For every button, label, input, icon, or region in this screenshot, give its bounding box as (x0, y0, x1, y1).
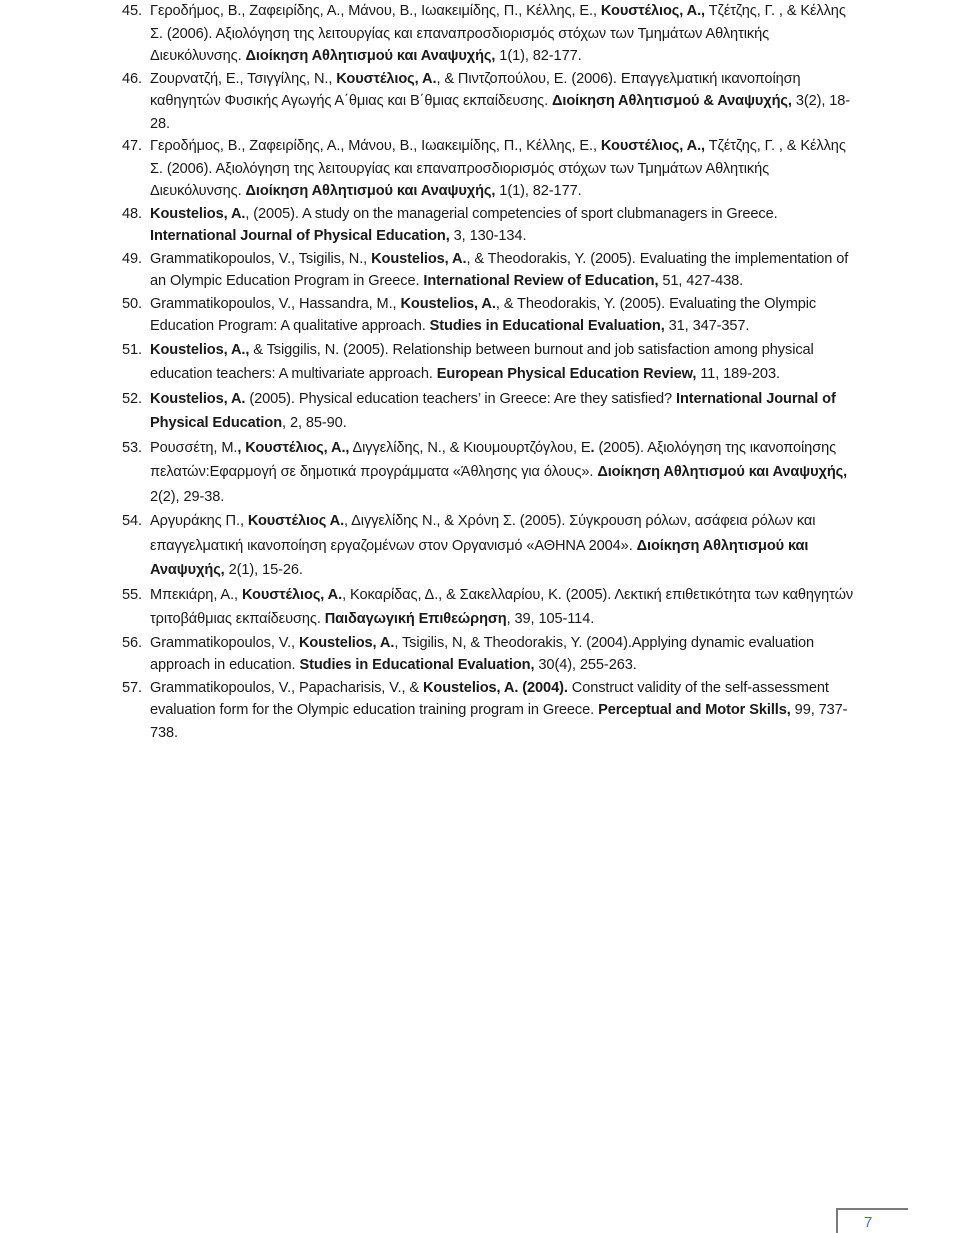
reference-bold-segment: Koustelios, A. (2004). (422, 679, 568, 696)
reference-bold-segment: Κουστέλιος, Α., (600, 138, 705, 154)
reference-segment: Διγγελίδης, Ν., & Κιουμουρτζόγλου, Ε (349, 439, 591, 456)
reference-segment: , 2, 85-90. (282, 415, 347, 431)
reference-bold-segment: International Journal of Physical Education, (150, 228, 450, 244)
reference-segment: 1(1), 82-177. (495, 183, 582, 199)
reference-number: 55. (122, 586, 142, 603)
reference-bold-segment: International Journal of Physical Education (150, 390, 836, 431)
reference-text (150, 296, 816, 335)
reference-segment: 3(2), 18-28. (150, 93, 851, 132)
reference-item (122, 436, 862, 510)
reference-list (122, 0, 862, 744)
reference-segment: 11, 189-203. (696, 366, 780, 382)
reference-text (150, 3, 846, 64)
reference-segment: Grammatikopoulos, V., Papacharisis, V., & (150, 679, 423, 696)
reference-number: 56. (122, 634, 142, 651)
reference-number: 54. (122, 513, 142, 529)
reference-segment: Grammatikopoulos, V., (150, 634, 299, 651)
reference-segment: Ρουσσέτη, Μ. (150, 439, 238, 456)
reference-bold-segment: Διοίκηση Αθλητισμού και Αναψυχής, (245, 183, 496, 199)
reference-item (122, 68, 862, 136)
reference-segment: Grammatikopoulos, V., Hassandra, M., (150, 295, 401, 312)
reference-number: 48. (122, 205, 142, 222)
reference-item (122, 509, 862, 583)
reference-text (150, 635, 814, 674)
reference-item (122, 0, 862, 68)
reference-number: 50. (122, 295, 142, 312)
reference-segment: Αργυράκης Π., (150, 513, 248, 529)
reference-number: 57. (122, 679, 142, 696)
reference-number: 46. (122, 70, 142, 87)
reference-segment: 99, 737-738. (150, 702, 848, 741)
reference-text (150, 71, 850, 132)
reference-segment: Grammatikopoulos, V., Tsigilis, N., (150, 250, 372, 267)
reference-segment: Μπεκιάρη, Α., (150, 586, 242, 603)
reference-segment: Γεροδήμος, Β., Ζαφειρίδης, Α., Μάνου, Β., Ιωακειμίδης, Π., Κέλλης, Ε., (150, 138, 601, 154)
reference-item (122, 248, 862, 293)
reference-segment: , (2005). A study on the managerial competencies of sport clubmanagers in Greece. (245, 205, 778, 222)
reference-segment: Γεροδήμος, Β., Ζαφειρίδης, Α., Μάνου, Β., Ιωακειμίδης, Π., Κέλλης, Ε., (150, 3, 601, 19)
reference-bold-segment: Perceptual and Motor Skills, (598, 702, 791, 718)
reference-segment: (2005). Αξιολόγηση της ικανοποίησης πελατών:Εφαρμογή σε δημοτικά προγράμματα «Άθλησης για όλους». (150, 439, 837, 480)
reference-bold-segment: Studies in Educational Evaluation, (299, 657, 535, 673)
reference-segment: Construct validity of the self-assessment evaluation form for the Olympic education training program in Greece. (150, 679, 829, 718)
reference-number: 52. (122, 390, 142, 407)
reference-segment: Τζέτζης, Γ. , & Κέλλης Σ. (2006). Αξιολόγηση της λειτουργίας και επαναπροσδιορισμός στόχων των Τμημάτων Αθλητικής Διευκόλυνσης. (150, 138, 846, 199)
reference-bold-segment: . (590, 439, 595, 456)
reference-bold-segment: Διοίκηση Αθλητισμού και Αναψυχής, (150, 537, 809, 578)
reference-segment: , Διγγελίδης Ν., & Χρόνη Σ. (2005). Σύγκρουση ρόλων, ασάφεια ρόλων και επαγγελματική ικανοποίηση εργαζομένων στον Οργανισμό «ΑΘΗΝΑ 2004». (150, 513, 816, 554)
reference-segment: , & Πιντζοπούλου, Ε. (2006). Επαγγελματική ικανοποίηση καθηγητών Φυσικής Αγωγής Α΄θμιας και Β΄θμιας εκπαίδευσης. (150, 70, 801, 109)
footer-rule (836, 1208, 908, 1210)
reference-segment: 3, 130-134. (449, 228, 527, 244)
reference-bold-segment: Koustelios, A., (150, 341, 250, 358)
footer-rule-vertical (836, 1208, 838, 1233)
reference-segment: 1(1), 82-177. (495, 48, 582, 64)
reference-item (122, 338, 862, 387)
reference-item (122, 632, 862, 677)
reference-bold-segment: European Physical Education Review, (436, 366, 697, 382)
reference-segment: 2(1), 15-26. (224, 562, 303, 578)
reference-segment: 30(4), 255-263. (534, 657, 637, 673)
reference-bold-segment: Διοίκηση Αθλητισμού και Αναψυχής, (597, 464, 848, 480)
reference-bold-segment: Koustelios, A. (400, 295, 496, 312)
reference-bold-segment: Koustelios, A. (150, 205, 246, 222)
reference-bold-segment: Κουστέλιος, Α. (336, 70, 437, 87)
reference-item (122, 135, 862, 203)
reference-text (150, 440, 847, 505)
reference-text (150, 342, 814, 383)
reference-number: 47. (122, 138, 142, 154)
reference-item (122, 293, 862, 338)
reference-segment: , & Theodorakis, Y. (2005). Evaluating the Olympic Education Program: A qualitative approach. (150, 295, 817, 334)
reference-bold-segment: Studies in Educational Evaluation, (429, 318, 665, 334)
reference-segment: , & Theodorakis, Y. (2005). Evaluating the implementation of an Olympic Education Program in Greece. (150, 250, 849, 289)
reference-bold-segment: Koustelios, A. (298, 634, 395, 651)
reference-item (122, 583, 862, 632)
reference-segment: (2005). Physical education teachers’ in Greece: Are they satisfied? (245, 390, 676, 407)
reference-text (150, 587, 853, 628)
reference-bold-segment: International Review of Education, (423, 273, 659, 289)
reference-bold-segment: Διοίκηση Αθλητισμού και Αναψυχής, (245, 48, 496, 64)
reference-bold-segment: Διοίκηση Αθλητισμού & Αναψυχής, (551, 93, 792, 109)
reference-text (150, 513, 815, 578)
reference-bold-segment: Παιδαγωγική Επιθεώρηση (324, 611, 507, 627)
reference-segment: Τζέτζης, Γ. , & Κέλλης Σ. (2006). Αξιολόγηση της λειτουργίας και επαναπροσδιορισμός στόχων των Τμημάτων Αθλητικής Διευκόλυνσης. (150, 3, 846, 64)
reference-bold-segment: Koustelios, A. (150, 390, 246, 407)
reference-text (150, 206, 778, 245)
reference-text (150, 680, 847, 741)
reference-text (150, 251, 848, 290)
reference-item (122, 387, 862, 436)
reference-bold-segment: Κουστέλιος, Α. (241, 586, 343, 603)
reference-text (150, 391, 836, 432)
page-number: 7 (864, 1214, 873, 1231)
reference-number: 53. (122, 439, 142, 456)
reference-bold-segment: Κουστέλιος Α. (247, 513, 345, 529)
reference-number: 49. (122, 250, 142, 267)
reference-segment: 51, 427-438. (658, 273, 744, 289)
reference-bold-segment: Koustelios, A. (371, 250, 467, 267)
reference-item (122, 203, 862, 248)
reference-number: 51. (122, 341, 142, 358)
reference-number: 45. (122, 3, 142, 19)
reference-segment: & Tsiggilis, N. (2005). Relationship between burnout and job satisfaction among physical education teachers: A multivariate approach. (150, 341, 814, 382)
reference-segment: 2(2), 29-38. (150, 488, 225, 505)
reference-bold-segment: , Κουστέλιος, Α., (237, 439, 350, 456)
reference-segment: , Κοκαρίδας, Δ., & Σακελλαρίου, Κ. (2005). Λεκτική επιθετικότητα των καθηγητών τριτοβάθμιας εκπαίδευσης. (150, 586, 854, 627)
reference-text (150, 138, 846, 199)
reference-bold-segment: Κουστέλιος, Α., (600, 3, 705, 19)
reference-segment: 31, 347-357. (664, 318, 750, 334)
reference-segment: , 39, 105-114. (506, 611, 595, 627)
reference-item (122, 677, 862, 745)
reference-segment: , Tsigilis, N, & Theodorakis, Y. (2004).Applying dynamic evaluation approach in education. (150, 634, 815, 673)
reference-segment: Ζουρνατζή, Ε., Τσιγγίλης, Ν., (150, 70, 337, 87)
